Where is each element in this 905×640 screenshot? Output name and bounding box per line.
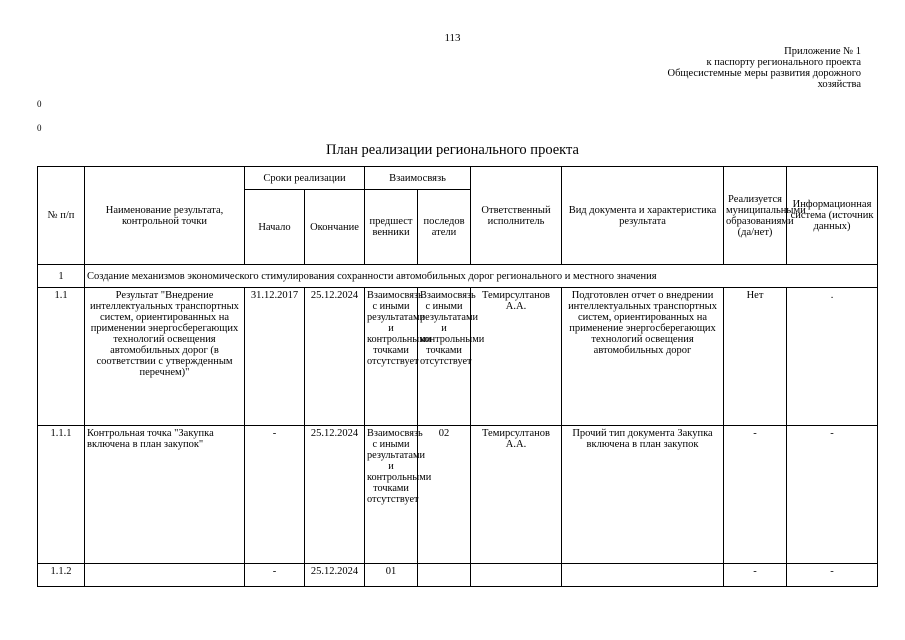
- row-doc: Прочий тип документа Закупка включена в план закупок: [562, 426, 724, 564]
- row-predecessors: 01: [365, 564, 418, 587]
- appendix-line-1: Приложение № 1: [784, 46, 861, 57]
- row-end: 25.12.2024: [305, 288, 365, 426]
- page-number: 113: [444, 32, 461, 44]
- row-successors: Взаимосвязь с иными результатами и контрольными точками отсутствует: [418, 288, 471, 426]
- row-successors: 02: [418, 426, 471, 564]
- section-title: Создание механизмов экономического стимулирования сохранности автомобильных дорог регионального и местного значения: [85, 265, 878, 288]
- row-num: 1.1.2: [38, 564, 85, 587]
- row-successors: [418, 564, 471, 587]
- row-num: 1.1: [38, 288, 85, 426]
- header-doc-type: Вид документа и характеристика результата: [562, 167, 724, 265]
- row-end: 25.12.2024: [305, 426, 365, 564]
- row-responsible: Темирсултанов А.А.: [471, 426, 562, 564]
- stray-mark-2: 0: [37, 123, 42, 133]
- appendix-caption: [667, 46, 861, 90]
- row-name: [85, 564, 245, 587]
- plan-table: [37, 166, 878, 587]
- header-relation: Взаимосвязь: [365, 167, 471, 190]
- row-predecessors: Взаимосвязь с иными результатами и контрольными точками отсутствует: [365, 288, 418, 426]
- header-end: Окончание: [305, 190, 365, 265]
- header-name: Наименование результата, контрольной точки: [85, 167, 245, 265]
- table-row: [38, 288, 878, 426]
- row-info: .: [787, 288, 878, 426]
- header-start: Начало: [245, 190, 305, 265]
- row-info: -: [787, 564, 878, 587]
- row-start: -: [245, 426, 305, 564]
- document-title: План реализации регионального проекта: [326, 142, 579, 158]
- row-info: -: [787, 426, 878, 564]
- row-num: 1.1.1: [38, 426, 85, 564]
- appendix-line-4: хозяйства: [817, 79, 861, 90]
- row-municipal: -: [724, 426, 787, 564]
- row-doc: Подготовлен отчет о внедрении интеллектуальных транспортных систем, ориентированных на применение энергосберегающих технологий освещения автомобильных дорог: [562, 288, 724, 426]
- row-doc: [562, 564, 724, 587]
- header-row-top: [38, 167, 878, 190]
- row-responsible: Темирсултанов А.А.: [471, 288, 562, 426]
- row-responsible: [471, 564, 562, 587]
- section-row: [38, 265, 878, 288]
- row-name: Результат "Внедрение интеллектуальных транспортных систем, ориентированных на применении энергосберегающих технологий освещения автомобильных дорог (в соответствии с утвержденным перечнем)": [85, 288, 245, 426]
- row-start: 31.12.2017: [245, 288, 305, 426]
- header-predecessors: предшест венники: [365, 190, 418, 265]
- row-predecessors: Взаимосвязь с иными результатами и контрольными точками отсутствует: [365, 426, 418, 564]
- row-municipal: -: [724, 564, 787, 587]
- appendix-line-2: к паспорту регионального проекта: [706, 57, 861, 68]
- header-num: № п/п: [38, 167, 85, 265]
- header-municipal: Реализуется муниципальными образованиями (да/нет): [724, 167, 787, 265]
- header-terms: Сроки реализации: [245, 167, 365, 190]
- header-successors: последов атели: [418, 190, 471, 265]
- header-info-system: Информационная система (источник данных): [787, 167, 878, 265]
- row-end: 25.12.2024: [305, 564, 365, 587]
- header-responsible: Ответственный исполнитель: [471, 167, 562, 265]
- row-name: Контрольная точка "Закупка включена в план закупок": [85, 426, 245, 564]
- section-num: 1: [38, 265, 85, 288]
- table-row: [38, 564, 878, 587]
- row-start: -: [245, 564, 305, 587]
- appendix-line-3: Общесистемные меры развития дорожного: [667, 68, 861, 79]
- row-municipal: Нет: [724, 288, 787, 426]
- table-row: [38, 426, 878, 564]
- stray-mark-1: 0: [37, 99, 42, 109]
